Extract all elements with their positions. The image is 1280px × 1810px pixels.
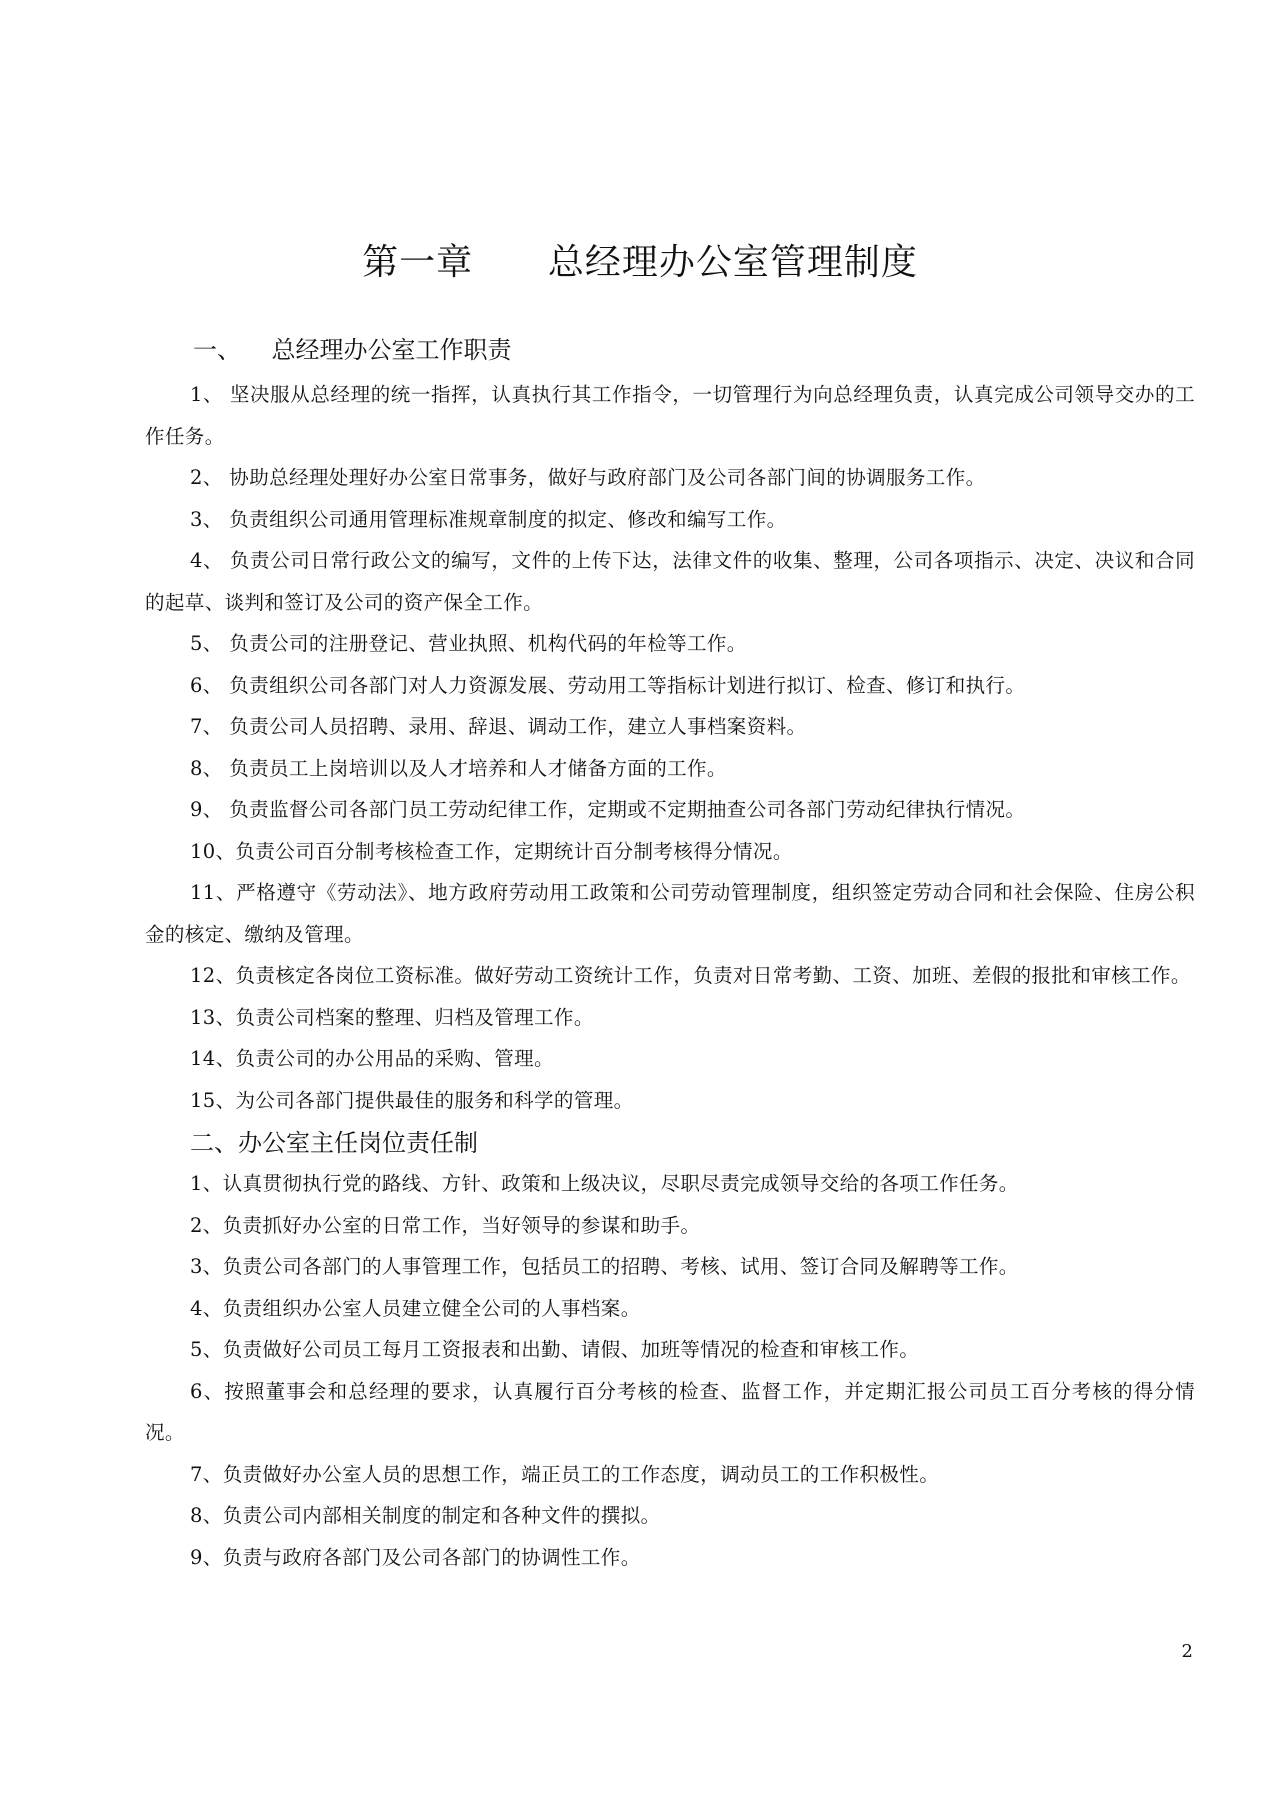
list-item: 5、负责做好公司员工每月工资报表和出勤、请假、加班等情况的检查和审核工作。 [190,1338,920,1361]
list-item: 7、负责做好办公室人员的思想工作，端正员工的工作态度，调动员工的工作积极性。 [190,1462,940,1486]
list-item: 1、 坚决服从总经理的统一指挥，认真执行其工作指令，一切管理行为向总经理负责，认真完成公司领导交办的工作任务。 [145,383,1195,448]
list-item: 11、严格遵守《劳动法》、地方政府劳动用工政策和公司劳动管理制度，组织签定劳动合同和社会保险、住房公积金的核定、缴纳及管理。 [145,881,1195,946]
list-item: 8、负责公司内部相关制度的制定和各种文件的撰拟。 [190,1504,661,1527]
list-item: 13、负责公司档案的整理、归档及管理工作。 [190,1005,594,1029]
section-heading-director: 二、办公室主任岗位责任制 [190,1129,478,1157]
section-heading-duties: 一、 总经理办公室工作职责 [193,336,512,364]
list-item: 10、负责公司百分制考核检查工作，定期统计百分制考核得分情况。 [190,839,793,863]
list-item: 2、 协助总经理处理好办公室日常事务，做好与政府部门及公司各部门间的协调服务工作。 [190,466,986,489]
list-item: 7、 负责公司人员招聘、录用、辞退、调动工作，建立人事档案资料。 [190,715,807,738]
list-item: 3、负责公司各部门的人事管理工作，包括员工的招聘、考核、试用、签订合同及解聘等工作。 [190,1255,1019,1278]
list-item: 15、为公司各部门提供最佳的服务和科学的管理。 [190,1088,634,1112]
list-item: 14、负责公司的办公用品的采购、管理。 [190,1047,554,1070]
document-body [145,330,1195,1578]
list-item: 3、 负责组织公司通用管理标准规章制度的拟定、修改和编写工作。 [190,507,787,531]
list-item: 8、 负责员工上岗培训以及人才培养和人才储备方面的工作。 [190,756,727,780]
list-item: 4、负责组织办公室人员建立健全公司的人事档案。 [190,1296,641,1320]
list-item: 6、按照董事会和总经理的要求，认真履行百分考核的检查、监督工作，并定期汇报公司员工百分考核的得分情况。 [145,1379,1195,1444]
list-item: 9、负责与政府各部门及公司各部门的协调性工作。 [190,1545,641,1569]
chapter-title: 第一章 总经理办公室管理制度 [362,242,918,283]
list-item: 6、 负责组织公司各部门对人力资源发展、劳动用工等指标计划进行拟订、检查、修订和执行。 [190,673,1026,697]
list-item: 5、 负责公司的注册登记、营业执照、机构代码的年检等工作。 [190,632,747,655]
page-number: 2 [1181,1641,1193,1662]
list-item: 4、 负责公司日常行政公文的编写，文件的上传下达，法律文件的收集、整理，公司各项指示、决定、决议和合同的起草、谈判和签订及公司的资产保全工作。 [145,549,1195,614]
list-item: 9、 负责监督公司各部门员工劳动纪律工作，定期或不定期抽查公司各部门劳动纪律执行情况。 [190,798,1026,821]
list-item: 12、负责核定各岗位工资标准。做好劳动工资统计工作，负责对日常考勤、工资、加班、差假的报批和审核工作。 [190,964,1191,987]
list-item: 2、负责抓好办公室的日常工作，当好领导的参谋和助手。 [190,1213,701,1237]
list-item: 1、认真贯彻执行党的路线、方针、政策和上级决议，尽职尽责完成领导交给的各项工作任务。 [190,1172,1019,1195]
